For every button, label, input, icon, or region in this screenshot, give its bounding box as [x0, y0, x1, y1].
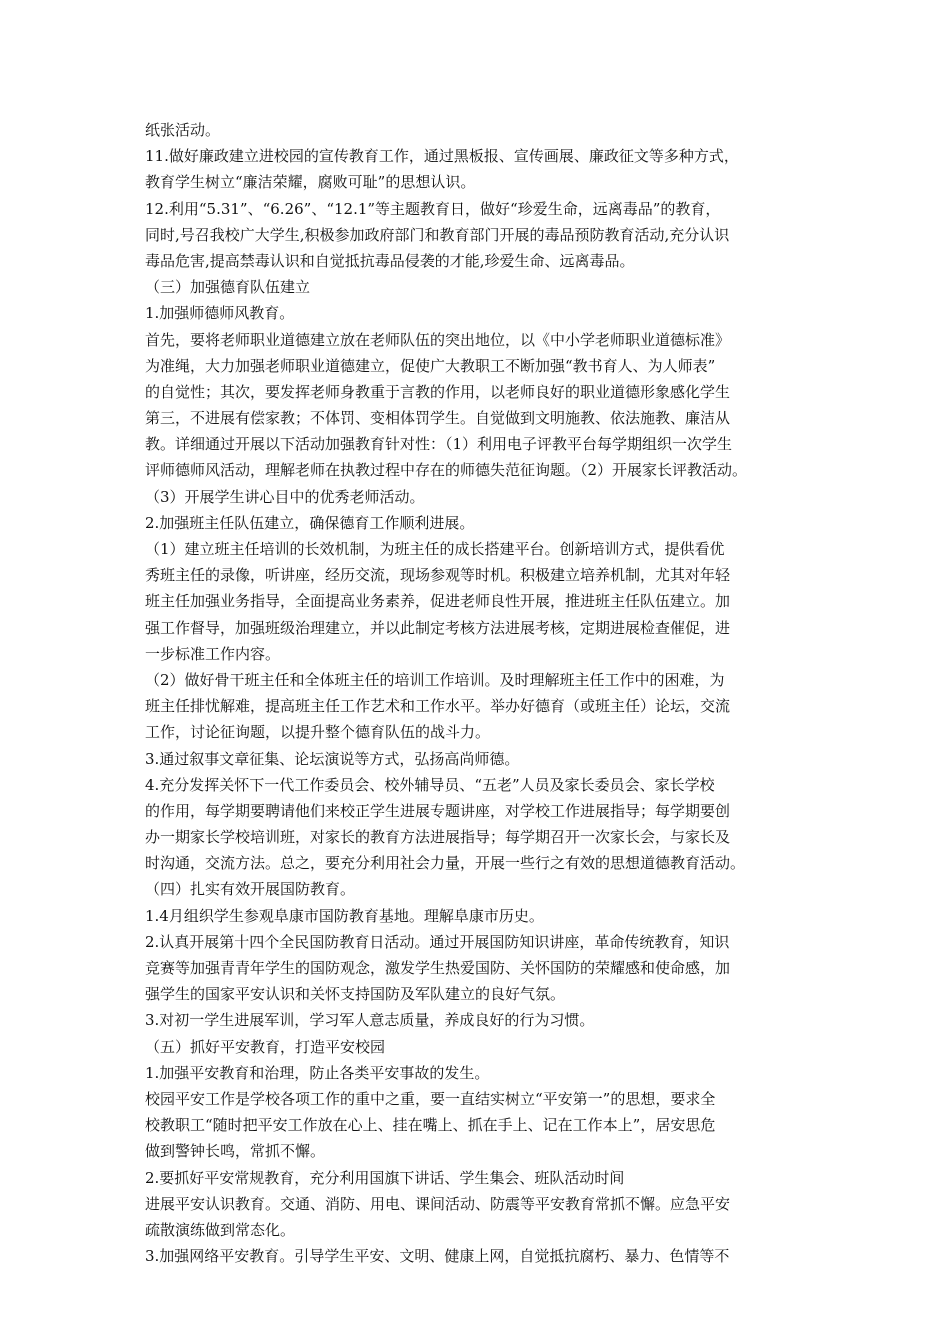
- text-line: 秀班主任的录像，听讲座，经历交流，现场参观等时机。积极建立培养机制，尤其对年轻: [145, 566, 731, 585]
- text-line: 1.加强师德师风教育。: [145, 304, 295, 323]
- text-line: 校园平安工作是学校各项工作的重中之重，要一直结实树立“平安第一”的思想，要求全: [145, 1089, 716, 1108]
- text-line: 的作用，每学期要聘请他们来校正学生进展专题讲座，对学校工作进展指导；每学期要创: [145, 801, 731, 820]
- text-line: 3.加强网络平安教育。引导学生平安、文明、健康上网，自觉抵抗腐朽、暴力、色情等不: [145, 1247, 730, 1266]
- text-line: 1.4月组织学生参观阜康市国防教育基地。理解阜康市历史。: [145, 906, 544, 925]
- text-line: 一步标准工作内容。: [145, 644, 281, 663]
- text-line: （四）扎实有效开展国防教育。: [145, 880, 356, 899]
- text-line: 竞赛等加强青青年学生的国防观念，激发学生热爱国防、关怀国防的荣耀感和使命感，加: [145, 959, 731, 977]
- text-line: 3.对初一学生进展军训，学习军人意志质量，养成良好的行为习惯。: [145, 1011, 595, 1030]
- text-line: （五）抓好平安教育，打造平安校园: [145, 1037, 386, 1056]
- text-line: 2.加强班主任队伍建立，确保德育工作顺利进展。: [145, 513, 475, 532]
- text-line: 疏散演练做到常态化。: [145, 1220, 296, 1239]
- text-line: 纸张活动。: [145, 121, 221, 139]
- text-line: （1）建立班主任培训的长效机制，为班主任的成长搭建平台。创新培训方式，提供看优: [145, 540, 725, 558]
- text-line: 评师德师风活动，理解老师在执教过程中存在的师德失范征询题。（2）开展家长评教活动。: [145, 461, 748, 480]
- text-line: 首先，要将老师职业道德建立放在老师队伍的突出地位，以《中小学老师职业道德标准》: [145, 330, 731, 349]
- text-line: 做到警钟长鸣，常抓不懈。: [145, 1142, 326, 1161]
- text-line: 工作，讨论征询题，以提升整个德育队伍的战斗力。: [145, 723, 491, 742]
- text-line: 强学生的国家平安认识和关怀支持国防及军队建立的良好气氛。: [145, 985, 566, 1004]
- text-line: 毒品危害,提高禁毒认识和自觉抵抗毒品侵袭的才能,珍爱生命、远离毒品。: [145, 251, 635, 270]
- text-line: 校教职工“随时把平安工作放在心上、挂在嘴上、抓在手上、记在工作本上”，居安思危: [145, 1116, 716, 1135]
- document-body: [145, 117, 825, 1269]
- text-line: （3）开展学生讲心目中的优秀老师活动。: [145, 487, 425, 506]
- text-line: （2）做好骨干班主任和全体班主任的培训工作培训。及时理解班主任工作中的困难，为: [145, 670, 725, 689]
- text-line: 的自觉性；其次，要发挥老师身教重于言教的作用，以老师良好的职业道德形象感化学生: [145, 382, 731, 401]
- text-line: 班主任加强业务指导，全面提高业务素养，促进老师良性开展，推进班主任队伍建立。加: [145, 592, 731, 611]
- text-line: 办一期家长学校培训班，对家长的教育方法进展指导；每学期召开一次家长会，与家长及: [145, 828, 731, 847]
- text-line: 强工作督导，加强班级治理建立，并以此制定考核方法进展考核，定期进展检查催促，进: [145, 618, 731, 637]
- text-line: 进展平安认识教育。交通、消防、用电、课间活动、防震等平安教育常抓不懈。应急平安: [145, 1194, 731, 1213]
- text-line: 2.认真开展第十四个全民国防教育日活动。通过开展国防知识讲座，革命传统教育，知识: [145, 932, 730, 951]
- text-line: 同时,号召我校广大学生,积极参加政府部门和教育部门开展的毒品预防教育活动,充分认识: [145, 225, 730, 244]
- text-line: 教育学生树立“廉洁荣耀，腐败可耻”的思想认识。: [145, 173, 476, 192]
- text-line: （三）加强德育队伍建立: [145, 278, 311, 297]
- text-line: 为准绳，大力加强老师职业道德建立，促使广大教职工不断加强“教书育人、为人师表”: [145, 356, 716, 375]
- text-line: 3.通过叙事文章征集、论坛演说等方式，弘扬高尚师德。: [145, 749, 520, 768]
- text-line: 时沟通，交流方法。总之，要充分利用社会力量，开展一些行之有效的思想道德教育活动。: [145, 854, 746, 873]
- text-line: 教。详细通过开展以下活动加强教育针对性：（1）利用电子评教平台每学期组织一次学生: [145, 435, 733, 454]
- text-line: 1.加强平安教育和治理，防止各类平安事故的发生。: [145, 1063, 490, 1082]
- text-line: 2.要抓好平安常规教育，充分利用国旗下讲话、学生集会、班队活动时间: [145, 1168, 625, 1187]
- text-line: 第三，不进展有偿家教；不体罚、变相体罚学生。自觉做到文明施教、依法施教、廉洁从: [145, 409, 731, 428]
- text-line: 11.做好廉政建立进校园的宣传教育工作，通过黑板报、宣传画展、廉政征文等多种方式，: [145, 147, 739, 166]
- text-line: 班主任排忧解难，提高班主任工作艺术和工作水平。举办好德育（或班主任）论坛，交流: [145, 697, 731, 716]
- text-line: 4.充分发挥关怀下一代工作委员会、校外辅导员、“五老”人员及家长委员会、家长学校: [145, 775, 715, 794]
- text-line: 12.利用“5.31”、“6.26”、“12.1”等主题教育日，做好“珍爱生命，远离毒品”的教育，: [145, 199, 721, 218]
